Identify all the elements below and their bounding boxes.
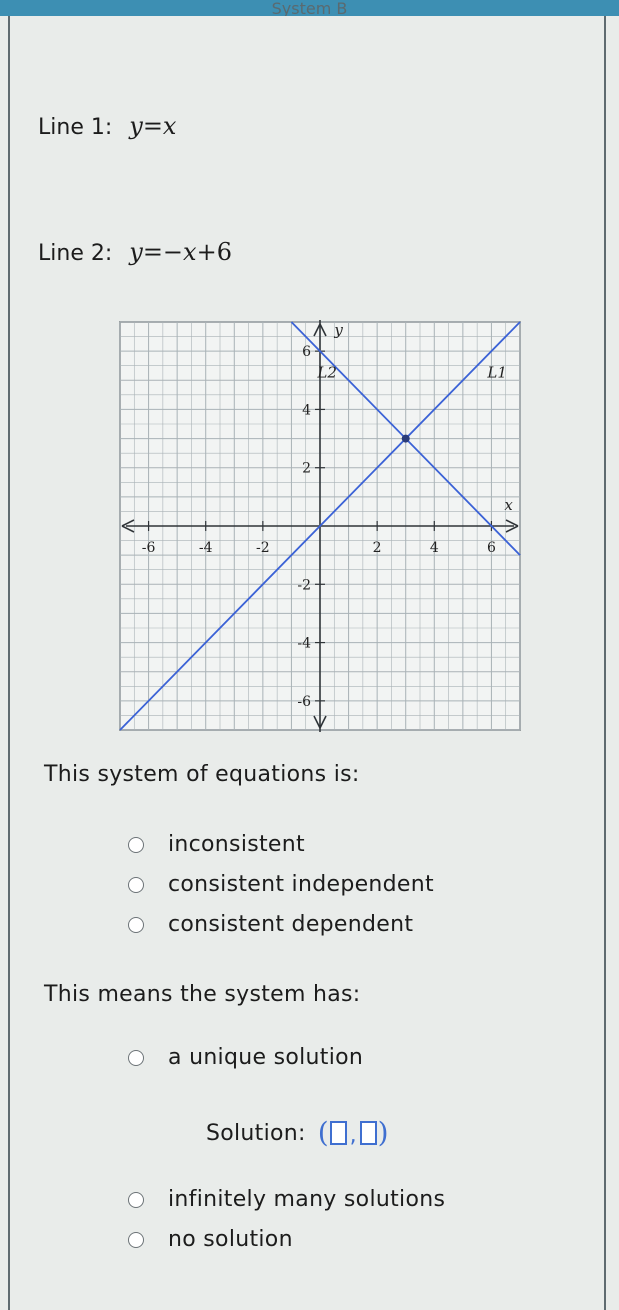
solution-open-paren: ( bbox=[317, 1116, 329, 1149]
radio-unique-solution[interactable] bbox=[128, 1050, 144, 1066]
question2-text: This means the system has: bbox=[44, 982, 361, 1007]
x-tick-label: -4 bbox=[198, 540, 213, 556]
option-consistent-dependent-label: consistent dependent bbox=[168, 911, 414, 937]
radio-no-solution[interactable] bbox=[128, 1232, 144, 1248]
solution-label: Solution: bbox=[206, 1120, 306, 1146]
line1-label: Line 1: bbox=[38, 115, 113, 140]
x-axis-label: x bbox=[504, 495, 513, 514]
x-tick-label: 4 bbox=[429, 540, 439, 556]
radio-consistent-independent[interactable] bbox=[128, 877, 144, 893]
radio-infinitely-many[interactable] bbox=[128, 1192, 144, 1208]
line1-equals: = bbox=[142, 112, 163, 140]
page-title-fragment: System B bbox=[271, 2, 348, 16]
coordinate-graph bbox=[118, 320, 522, 732]
solution-y-input[interactable] bbox=[360, 1121, 377, 1145]
y-tick-label: -2 bbox=[297, 577, 311, 594]
solution-entry bbox=[206, 1116, 389, 1150]
x-tick-label: 2 bbox=[372, 540, 382, 556]
frame-left-border bbox=[8, 16, 10, 1310]
line2-minus: − bbox=[162, 238, 184, 266]
x-tick-label: 6 bbox=[486, 540, 496, 556]
solution-x-input[interactable] bbox=[330, 1121, 347, 1145]
line2-label: Line 2: bbox=[38, 241, 113, 266]
y-tick-label: 2 bbox=[302, 460, 311, 477]
line1-lhs: y bbox=[129, 112, 143, 140]
option-no-solution-label: no solution bbox=[168, 1226, 293, 1252]
radio-consistent-dependent[interactable] bbox=[128, 917, 144, 933]
question1-text: This system of equations is: bbox=[44, 762, 360, 787]
option-inconsistent-label: inconsistent bbox=[168, 831, 305, 857]
y-axis-label: y bbox=[334, 321, 343, 340]
line1-rhs: x bbox=[162, 112, 177, 140]
line2-math bbox=[129, 238, 232, 266]
line1-math bbox=[129, 112, 176, 140]
x-tick-label: -2 bbox=[256, 540, 270, 556]
option-unique-solution-label: a unique solution bbox=[168, 1044, 364, 1070]
line2-const: 6 bbox=[216, 238, 232, 266]
y-tick-label: 6 bbox=[302, 344, 311, 361]
series-label-l1: L1 bbox=[487, 363, 507, 382]
option-consistent-independent-label: consistent independent bbox=[168, 871, 434, 897]
y-tick-label: -6 bbox=[297, 693, 311, 710]
intersection-point bbox=[402, 435, 410, 443]
radio-inconsistent[interactable] bbox=[128, 837, 144, 853]
line1-equation bbox=[38, 112, 176, 140]
x-tick-label: -6 bbox=[141, 540, 156, 556]
solution-close-paren: ) bbox=[377, 1116, 389, 1149]
option-infinitely-many-label: infinitely many solutions bbox=[168, 1186, 446, 1212]
y-tick-label: -4 bbox=[297, 635, 311, 652]
line2-equation bbox=[38, 238, 232, 266]
y-tick-label: 4 bbox=[302, 402, 311, 419]
option-unique-solution[interactable] bbox=[128, 1042, 363, 1072]
series-label-l2: L2 bbox=[317, 363, 337, 382]
line2-lhs: y bbox=[129, 238, 143, 266]
line2-plus: + bbox=[196, 238, 217, 266]
option-infinitely-many[interactable] bbox=[128, 1184, 445, 1214]
option-no-solution[interactable] bbox=[128, 1224, 293, 1254]
frame-right-border bbox=[604, 16, 606, 1310]
line2-equals: = bbox=[142, 238, 163, 266]
option-consistent-independent[interactable] bbox=[128, 869, 434, 899]
option-inconsistent[interactable] bbox=[128, 829, 305, 859]
line2-var: x bbox=[183, 238, 197, 266]
option-consistent-dependent[interactable] bbox=[128, 909, 413, 939]
solution-comma: , bbox=[349, 1123, 357, 1148]
